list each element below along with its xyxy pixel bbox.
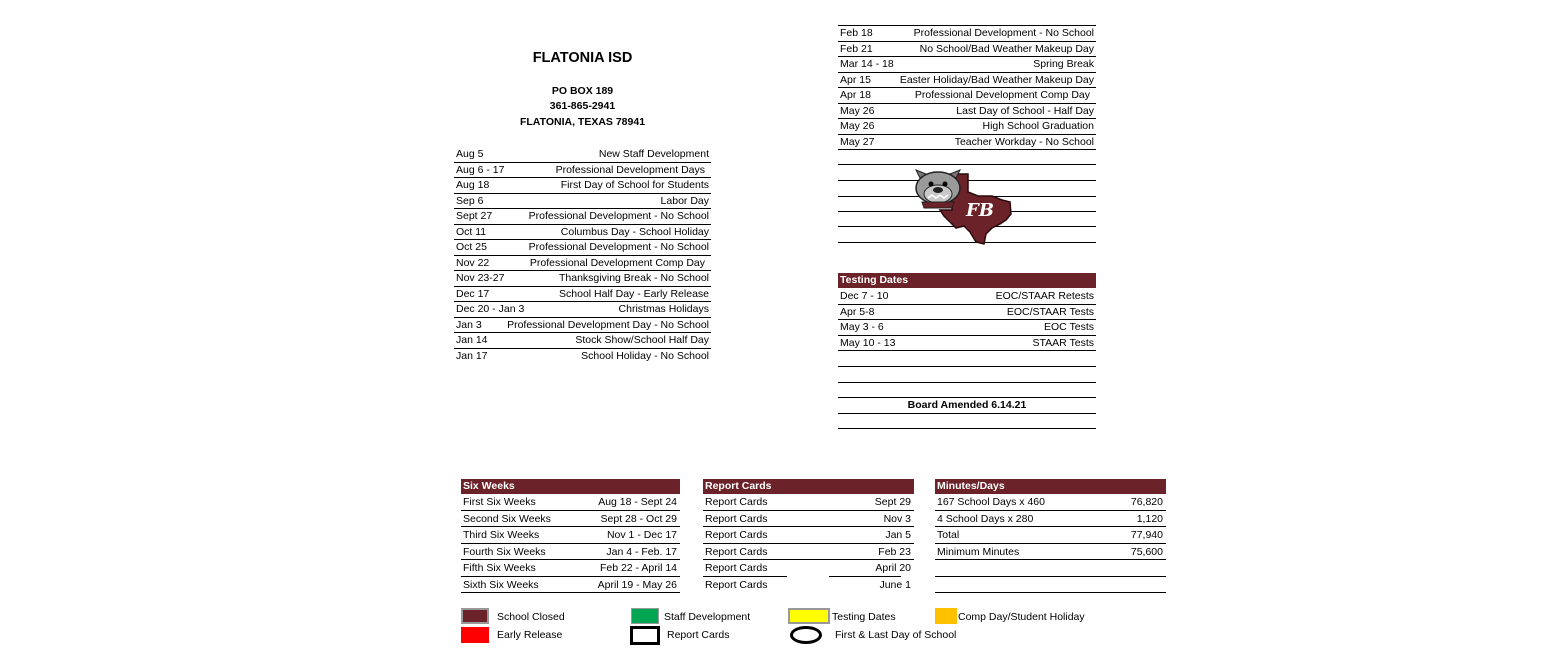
list-item: Dec 7 - 10 EOC/STAAR Retests	[838, 289, 1096, 305]
list-item: Aug 18 First Day of School for Students	[454, 178, 711, 194]
list-item: Apr 5-8 EOC/STAAR Tests	[838, 305, 1096, 321]
list-item: Dec 20 - Jan 3 Christmas Holidays	[454, 302, 711, 318]
legend-label: Staff Development	[664, 611, 751, 623]
table-row	[935, 560, 1166, 577]
divider	[838, 413, 1096, 414]
district-name: FLATONIA ISD	[532, 50, 633, 66]
report-cards-swatch	[630, 626, 660, 645]
table-row: First Six Weeks Aug 18 - Sept 24	[461, 494, 680, 511]
table-row: Second Six Weeks Sept 28 - Oct 29	[461, 511, 680, 528]
bulldog-texas-logo	[912, 162, 1014, 248]
legend-label: Testing Dates	[832, 611, 896, 623]
list-item: Mar 14 - 18 Spring Break	[838, 57, 1096, 73]
list-item: Nov 23-27 Thanksgiving Break - No School	[454, 271, 711, 287]
minutes-days-heading: Minutes/Days	[935, 479, 1166, 494]
table-row: Sixth Six Weeks April 19 - May 26	[461, 577, 680, 594]
table-row: Report Cards Jan 5	[703, 527, 914, 544]
list-item: May 10 - 13 STAAR Tests	[838, 336, 1096, 352]
six-weeks-table	[461, 494, 680, 593]
divider	[838, 366, 1096, 367]
list-item: Sept 27 Professional Development - No School	[454, 209, 711, 225]
divider	[838, 428, 1096, 429]
table-row: Minimum Minutes 75,600	[935, 544, 1166, 561]
list-item: Nov 22 Professional Development Comp Day	[454, 256, 711, 272]
comp-day-swatch	[935, 608, 957, 624]
table-row: 4 School Days x 280 1,120	[935, 511, 1166, 528]
list-item: Jan 3 Professional Development Day - No School	[454, 318, 711, 334]
table-row: Total 77,940	[935, 527, 1166, 544]
logo-graphic	[912, 162, 1014, 248]
list-item: Jan 14 Stock Show/School Half Day	[454, 333, 711, 349]
six-weeks-heading: Six Weeks	[461, 479, 680, 494]
report-cards-table	[703, 494, 914, 593]
list-item: Aug 6 - 17 Professional Development Days	[454, 163, 711, 179]
testing-dates-swatch	[788, 608, 830, 624]
legend-label: First & Last Day of School	[835, 629, 957, 641]
legend-label: Comp Day/Student Holiday	[958, 611, 1085, 623]
list-item: Jan 17 School Holiday - No School	[456, 349, 709, 362]
table-row: Report Cards Feb 23	[703, 544, 914, 561]
list-item: Aug 5 New Staff Development	[454, 147, 711, 163]
list-item: Oct 11 Columbus Day - School Holiday	[454, 225, 711, 241]
table-row: 167 School Days x 460 76,820	[935, 494, 1166, 511]
table-row: Fifth Six Weeks Feb 22 - April 14	[461, 560, 680, 577]
table-row: Report Cards Nov 3	[703, 511, 914, 528]
table-row: Report Cards June 1	[705, 578, 911, 591]
table-row: Fourth Six Weeks Jan 4 - Feb. 17	[461, 544, 680, 561]
fall-events-list	[454, 147, 711, 364]
spring-events-list	[838, 26, 1096, 150]
table-row	[935, 577, 1166, 594]
table-row: Report Cards Sept 29	[703, 494, 914, 511]
early-release-swatch	[461, 627, 489, 643]
city-address: FLATONIA, TEXAS 78941	[519, 116, 646, 128]
legend-label: School Closed	[497, 611, 565, 623]
minutes-days-table	[935, 494, 1166, 593]
board-amended-note: Board Amended 6.14.21	[907, 399, 1027, 411]
legend-label: Report Cards	[667, 629, 730, 641]
list-item: May 26 Last Day of School - Half Day	[838, 104, 1096, 120]
po-box: PO BOX 189	[551, 85, 614, 97]
staff-development-swatch	[631, 608, 659, 624]
list-item: Feb 21 No School/Bad Weather Makeup Day	[838, 42, 1096, 58]
list-item: May 3 - 6 EOC Tests	[838, 320, 1096, 336]
legend-label: Early Release	[497, 629, 563, 641]
divider	[838, 397, 1096, 398]
report-cards-heading: Report Cards	[703, 479, 914, 494]
list-item: Sep 6 Labor Day	[454, 194, 711, 210]
list-item: May 26 High School Graduation	[838, 119, 1096, 135]
phone-number: 361-865-2941	[549, 100, 616, 112]
logo-monogram: FB	[966, 200, 994, 221]
list-item: Oct 25 Professional Development - No School	[454, 240, 711, 256]
list-item: Apr 15 Easter Holiday/Bad Weather Makeup Day	[838, 73, 1096, 89]
list-item: Feb 18 Professional Development - No School	[838, 26, 1096, 42]
list-item: Dec 17 School Half Day - Early Release	[454, 287, 711, 303]
list-item: Apr 18 Professional Development Comp Day	[838, 88, 1096, 104]
table-row: Third Six Weeks Nov 1 - Dec 17	[461, 527, 680, 544]
testing-dates-heading: Testing Dates	[838, 273, 1096, 288]
list-item: May 27 Teacher Workday - No School	[838, 135, 1096, 151]
divider	[838, 382, 1096, 383]
first-last-day-swatch	[790, 626, 822, 644]
school-closed-swatch	[461, 608, 489, 624]
testing-dates-list	[838, 289, 1096, 351]
table-row: Report Cards April 20	[703, 560, 914, 577]
